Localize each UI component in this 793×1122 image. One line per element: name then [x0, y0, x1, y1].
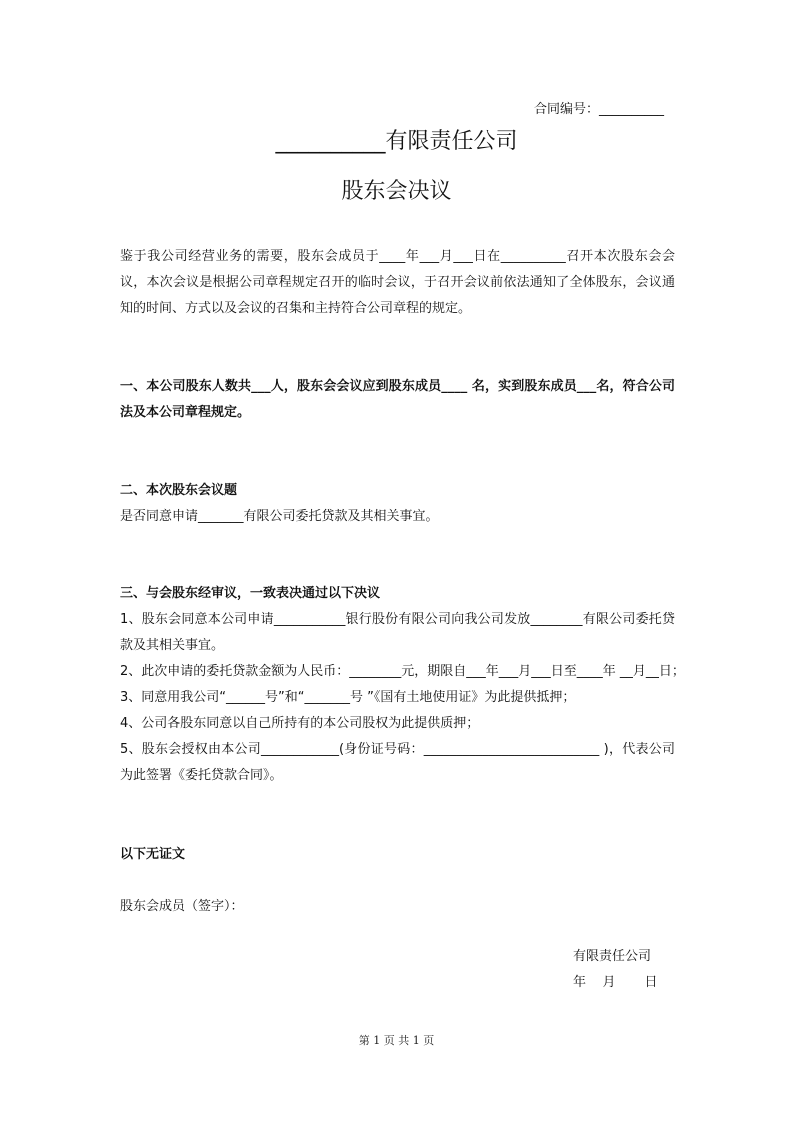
section-2-heading: 二、本次股东会议题: [120, 483, 238, 498]
section-3-heading: 三、与会股东经审议，一致表决通过以下决议: [120, 586, 381, 601]
resolution-item-5: 5、股东会授权由本公司____________(身份证号码：___________________________ )，代表公司为此签署《委托贷款合同》。: [120, 742, 675, 783]
resolution-item-2: 2、此次申请的委托贷款金额为人民币：________元，期限自___年___月___日至____年 __月__日；: [120, 664, 685, 679]
no-further-text: 以下无证文: [120, 847, 186, 862]
page-footer: 第 1 页 共 1 页: [358, 1034, 435, 1047]
signature-label: 股东会成员（签字）：: [120, 899, 244, 914]
section-1-paragraph: 一、本公司股东人数共___人，股东会会议应到股东成员____ 名，实到股东成员___名，符合公司法及本公司章程规定。: [120, 379, 675, 420]
section-2-body: 是否同意申请_______有限公司委托贷款及其相关事宜。: [120, 509, 439, 524]
intro-paragraph: 鉴于我公司经营业务的需要，股东会成员于____年___月___日在__________召开本次股东会会议，本次会议是根据公司章程规定召开的临时会议，于召开会议前依法通知了全体股东，会议通知的时间、方式以及会议的召集和主持符合公司章程的规定。: [120, 249, 675, 316]
contract-number: 合同编号：__________: [534, 102, 665, 117]
resolution-item-4: 4、公司各股东同意以自己所持有的本公司股权为此提供质押；: [120, 716, 480, 731]
document-title: 股东会决议: [341, 179, 452, 204]
resolution-item-1: 1、股东会同意本公司申请___________银行股份有限公司向我公司发放________有限公司委托贷款及其相关事宜。: [120, 612, 675, 653]
company-signature: 有限责任公司: [573, 949, 652, 964]
signature-date: 年 月 日: [573, 975, 658, 990]
company-title: __________有限责任公司: [275, 129, 518, 154]
resolution-item-3: 3、同意用我公司“______号”和“_______号 ”《国有土地使用证》为此提供抵押；: [120, 690, 576, 705]
